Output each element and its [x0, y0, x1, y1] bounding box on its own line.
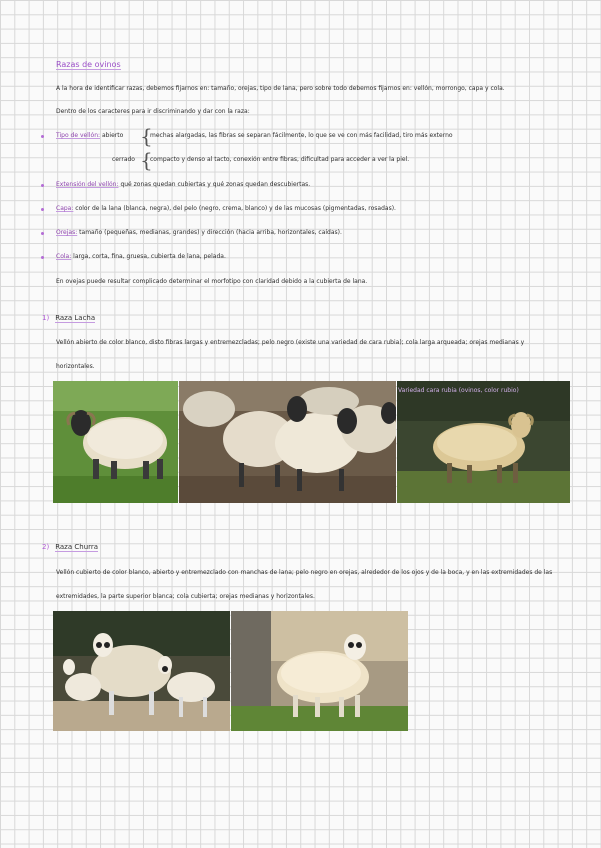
sheep-photo-5: [231, 611, 408, 731]
section-1-line-2: horizontales.: [56, 363, 95, 370]
brace-icon: {: [140, 124, 153, 148]
capa-label: Capa:: [56, 205, 74, 212]
section-1-line-1: Vellón abierto de color blanco, disto fibras largas y entremezcladas; pelo negro (existe una variedad de cara rubia); cola larga arqueada; orejas medianas y: [56, 339, 525, 346]
bullet: [41, 256, 44, 259]
bullet: [41, 208, 44, 211]
orejas-item: [56, 229, 342, 237]
abierto-text: mechas alargadas, las fibras se separan fácilmente, lo que se ve con más facilidad, tiro más externo: [150, 132, 453, 139]
section-1-name: Raza Lacha: [55, 314, 96, 322]
extension-text: qué zonas quedan cubiertas y qué zonas quedan descubiertas.: [120, 181, 311, 188]
intro-text: A la hora de identificar razas, debemos fijarnos en: tamaño, orejas, tipo de lana, pero sobre todo debemos fijarnos en: vellón, morrongo, capa y cola.: [56, 85, 505, 92]
tipo-vellon-item: [56, 132, 123, 140]
section-1-number: 1): [42, 314, 50, 322]
cerrado-label: cerrado: [112, 156, 135, 163]
bullet: [41, 184, 44, 187]
abierto-label: abierto: [101, 132, 124, 139]
bullet: [41, 232, 44, 235]
cola-text: larga, corta, fina, gruesa, cubierta de lana, pelada.: [73, 253, 226, 260]
sheep-photo-2: [179, 381, 396, 503]
extension-item: [56, 181, 310, 189]
section-2-name: Raza Churra: [55, 543, 99, 551]
page-title: Razas de ovinos: [56, 60, 121, 69]
section-2-line-1: Vellón cubierto de color blanco, abierto y entremezclado con manchas de lana; pelo negro en orejas, alrededor de los ojos y de la boca, y en las extremidades de las: [56, 569, 553, 576]
section-1-heading: [42, 314, 95, 322]
note-text: En ovejas puede resultar complicado determinar el morfotipo con claridad debido a la cubierta de lana.: [56, 278, 368, 285]
sheep-photo-3: [397, 381, 570, 503]
section-2-line-2: extremidades, la parte superior blanca; cola cubierta; orejas medianas y horizontales.: [56, 593, 315, 600]
section-2-number: 2): [42, 543, 50, 551]
capa-text: color de la lana (blanca, negra), del pelo (negro, crema, blanco) y de las mucosas (pigmentadas, rosadas).: [75, 205, 396, 212]
section-2-heading: [42, 543, 98, 551]
photo-caption: Variedad cara rubia (ovinos, color rubio): [398, 387, 519, 394]
extension-label: Extensión del vellón:: [56, 181, 119, 188]
tipo-vellon-label: Tipo de vellón:: [56, 132, 101, 139]
cerrado-text: compacto y denso al tacto, conexión entre fibras, dificultad para acceder a ver la piel.: [150, 156, 410, 163]
cola-label: Cola:: [56, 253, 72, 260]
brace-icon: {: [140, 148, 153, 172]
bullet: [41, 135, 44, 138]
capa-item: [56, 205, 396, 213]
sheep-photo-4: [53, 611, 230, 731]
sheep-photo-1: [53, 381, 178, 503]
cola-item: [56, 253, 226, 261]
orejas-label: Orejas:: [56, 229, 78, 236]
intro-text-2: Dentro de los caracteres para ir discriminando y dar con la raza:: [56, 108, 250, 115]
orejas-text: tamaño (pequeñas, medianas, grandes) y dirección (hacia arriba, horizontales, caídas).: [79, 229, 342, 236]
